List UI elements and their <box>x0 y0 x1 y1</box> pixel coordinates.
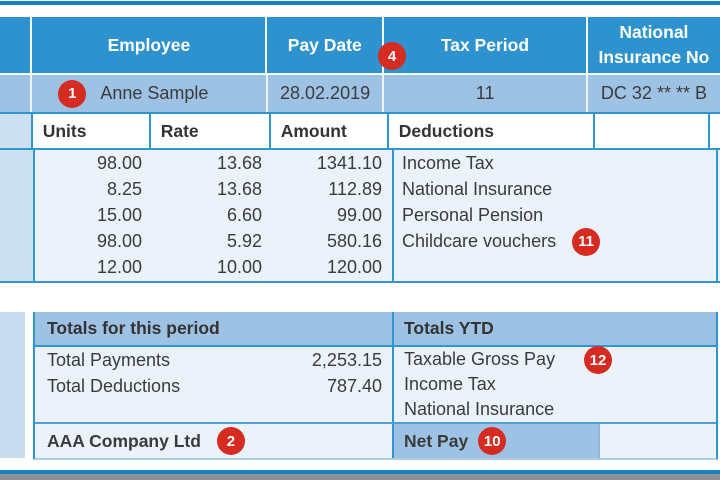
header-employee: Employee <box>32 17 267 73</box>
total-payments-label: Total Payments <box>47 349 171 370</box>
subheader-deductions: Deductions <box>389 114 595 148</box>
pay-date-value: 28.02.2019 <box>268 75 385 112</box>
employee-row-spacer <box>0 75 32 112</box>
deduction-label <box>382 228 600 256</box>
ytd-income-tax-label: Income Tax <box>404 374 496 394</box>
units-value: 8.25 <box>106 178 142 199</box>
rate-value: 10.00 <box>216 257 262 278</box>
net-pay-cell <box>394 424 600 458</box>
subheader-edge <box>710 114 720 148</box>
totals-ytd-title: Totals YTD <box>404 318 494 338</box>
deductions-divider <box>392 150 394 281</box>
amount-value: 1341.10 <box>316 152 382 173</box>
subheader-strip <box>0 114 33 148</box>
rate-value: 13.68 <box>216 152 262 173</box>
totals-bottom-row <box>35 424 716 458</box>
deduction-label: Personal Pension <box>402 204 544 225</box>
company-cell <box>35 424 394 458</box>
amount-value: 112.89 <box>328 178 382 199</box>
totals-ytd-row <box>394 397 716 422</box>
amount-value: 580.16 <box>326 231 382 252</box>
top-accent-bar <box>0 1 720 5</box>
callout-4-pay-date: 4 <box>378 42 406 70</box>
deduction-label: National Insurance <box>402 178 553 199</box>
header-tax-period: Tax Period <box>384 17 588 73</box>
subheader-rate: Rate <box>151 114 271 148</box>
header-pay-date: Pay Date <box>267 17 384 73</box>
totals-ytd-column <box>394 347 716 422</box>
callout-10-net-pay: 10 <box>478 427 506 455</box>
subheader-empty <box>595 114 710 148</box>
units-value: 98.00 <box>96 231 142 252</box>
callout-12-taxable-gross: 12 <box>584 346 612 374</box>
left-strip <box>0 150 35 281</box>
employee-name-cell <box>32 75 267 112</box>
right-border <box>716 150 718 281</box>
tax-period-value: 11 <box>384 75 588 112</box>
payment-row <box>0 176 720 202</box>
employee-name: Anne Sample <box>100 83 209 103</box>
payment-row <box>0 255 720 281</box>
totals-body <box>35 347 716 422</box>
rate-value: 6.60 <box>226 204 262 225</box>
totals-ytd-row <box>394 372 716 397</box>
totals-ytd-row <box>394 347 716 372</box>
units-value: 98.00 <box>96 152 142 173</box>
callout-11-childcare: 11 <box>572 228 600 256</box>
rate-value: 13.68 <box>216 178 262 199</box>
payment-row <box>0 202 720 228</box>
payments-deductions-body <box>0 150 720 283</box>
totals-period-row <box>35 347 392 373</box>
net-pay-value-cell <box>600 424 716 458</box>
ni-no-value: DC 32 ** ** B <box>600 83 707 104</box>
header-spacer-cell <box>0 17 32 73</box>
bottom-gray-bar <box>0 474 720 480</box>
totals-header-row <box>35 312 716 347</box>
totals-period-row <box>35 373 392 399</box>
payslip-table <box>0 17 720 283</box>
payslip-header-row <box>0 17 720 73</box>
payment-row <box>0 229 720 255</box>
ytd-national-insurance-label: National Insurance <box>404 399 555 419</box>
amount-value: 120.00 <box>326 257 382 278</box>
total-payments-value: 2,253.15 <box>311 349 382 370</box>
header-ni-no: National Insurance No <box>598 21 710 67</box>
company-name: AAA Company Ltd <box>47 430 201 451</box>
deduction-label: Income Tax <box>402 152 494 173</box>
deduction-text: Childcare vouchers <box>402 231 557 252</box>
subheader-amount: Amount <box>271 114 389 148</box>
amount-value: 99.00 <box>336 204 382 225</box>
totals-section <box>0 312 720 460</box>
taxable-gross-pay-label: Taxable Gross Pay <box>404 349 556 369</box>
totals-period-title: Totals for this period <box>35 312 394 345</box>
units-value: 12.00 <box>96 257 142 278</box>
payment-row <box>0 150 720 176</box>
columns-subheader-row <box>0 114 720 150</box>
rate-value: 5.92 <box>226 231 262 252</box>
totals-left-strip <box>0 312 25 458</box>
total-deductions-label: Total Deductions <box>47 375 181 396</box>
totals-period-column <box>35 347 394 422</box>
units-value: 15.00 <box>96 204 142 225</box>
callout-2-company: 2 <box>217 427 245 455</box>
employee-data-row <box>0 73 720 114</box>
total-deductions-value: 787.40 <box>326 375 382 396</box>
callout-1-employee: 1 <box>58 80 86 108</box>
totals-table <box>33 312 718 460</box>
subheader-units: Units <box>33 114 151 148</box>
net-pay-label: Net Pay <box>404 430 469 451</box>
